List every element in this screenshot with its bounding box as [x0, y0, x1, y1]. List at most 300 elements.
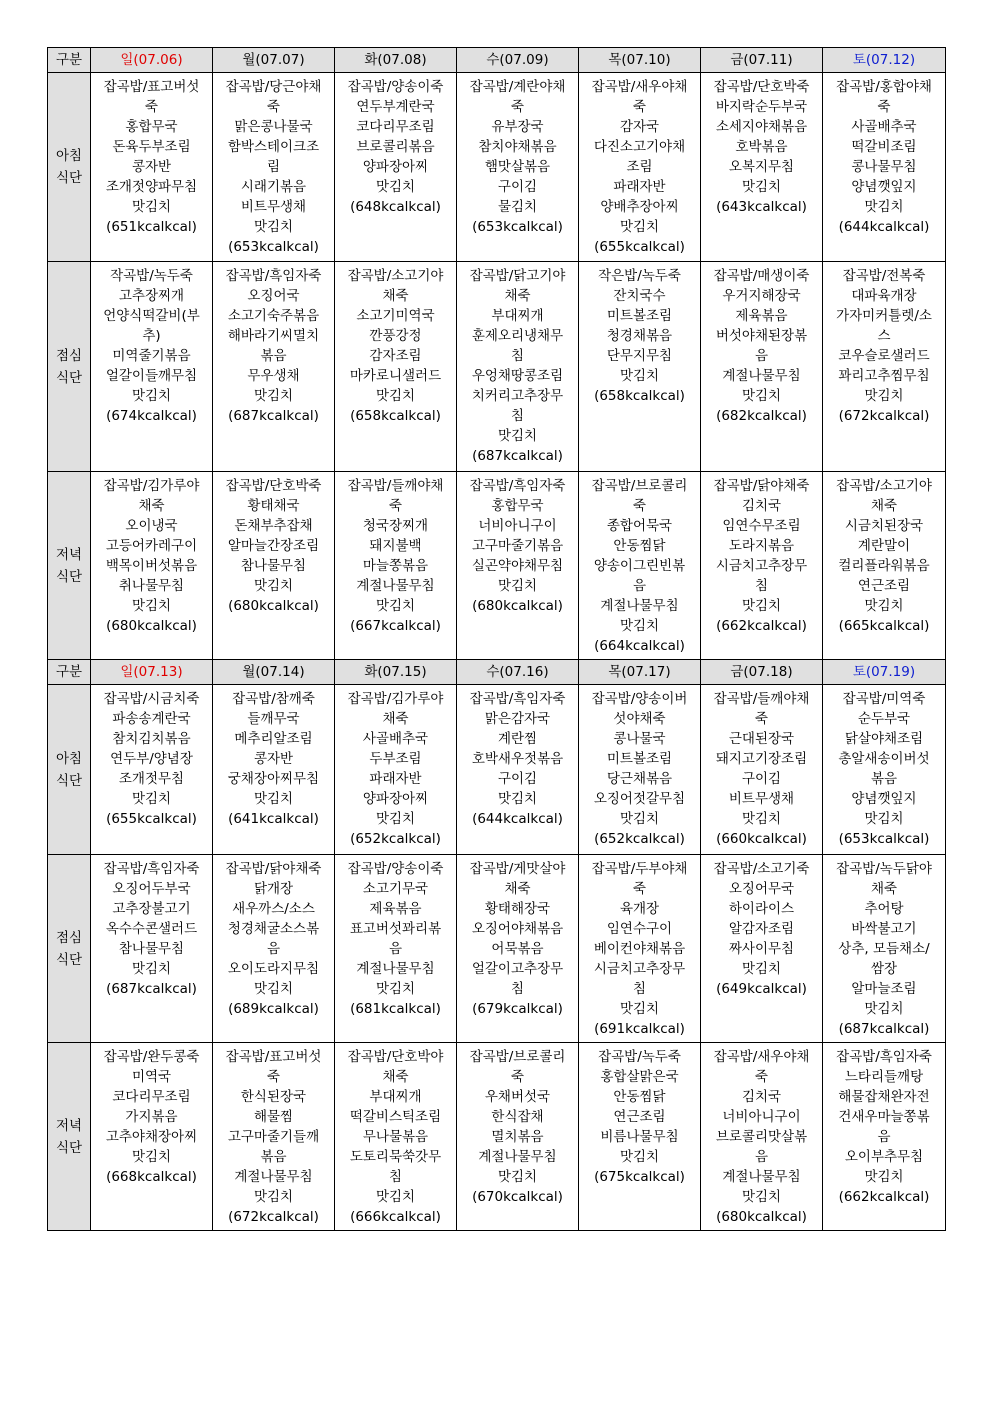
menu-item: 작은밥/녹두죽	[598, 268, 681, 284]
menu-cell-day-fri-dinner	[701, 1043, 823, 1231]
menu-item: 맛김치	[741, 179, 782, 195]
menu-item: 꽈리고추찜무침	[838, 368, 930, 384]
menu-item: 한식잡채	[491, 1109, 544, 1125]
menu-item: 참치야채볶음	[478, 139, 557, 155]
menu-item: 오이도라지무침	[227, 961, 320, 977]
menu-item: 비트무생채	[240, 199, 307, 215]
menu-item: 맛김치	[375, 811, 416, 827]
menu-item: 코우슬로샐러드	[838, 348, 930, 364]
menu-cell-day-wed-lunch	[457, 855, 579, 1043]
menu-cell-day-mon-dinner	[213, 1043, 335, 1231]
menu-item: 잡곡밥/브로콜리	[591, 478, 688, 494]
menu-item: 돈육두부조림	[112, 139, 191, 155]
menu-item: 부대찌개	[369, 1089, 422, 1105]
menu-item: 채죽	[504, 288, 531, 304]
calorie-value: (652kcalkcal)	[594, 831, 685, 847]
menu-item: 소고기미역국	[356, 308, 435, 324]
menu-item: 비트무생채	[728, 791, 795, 807]
menu-item: 베이컨야채볶음	[593, 941, 686, 957]
menu-item: 계절나물무침	[722, 368, 801, 384]
menu-item: 죽	[632, 99, 647, 115]
menu-item: 닭살야채조림	[844, 731, 924, 747]
menu-item: 양념깻잎지	[851, 791, 917, 807]
menu-item: 잡곡밥/흑임자죽	[103, 861, 200, 877]
menu-item: 깐풍강정	[369, 328, 422, 344]
menu-cell-day-tue-lunch	[335, 262, 457, 472]
menu-item: 잡곡밥/흑임자죽	[469, 478, 566, 494]
menu-item: 맑은콩나물국	[234, 119, 313, 135]
menu-item: 조림	[626, 159, 653, 175]
menu-item: 침	[388, 1169, 403, 1185]
menu-item: 맛김치	[253, 981, 294, 997]
menu-item: 너비아니구이	[478, 518, 557, 534]
menu-item: 맛김치	[375, 179, 416, 195]
menu-item: 시금치고추장무	[715, 558, 808, 574]
menu-item: 맛김치	[131, 199, 172, 215]
menu-item: 잡곡밥/게맛살야	[469, 861, 566, 877]
menu-item: 잡곡밥/홍합야채	[836, 79, 932, 95]
calorie-value: (680kcalkcal)	[228, 598, 319, 614]
menu-item: 채죽	[382, 288, 409, 304]
menu-item: 무우생채	[247, 368, 300, 384]
menu-item: 미역국	[131, 1069, 172, 1085]
menu-item: 조개젓무침	[118, 771, 185, 787]
menu-item: 오징어국	[247, 288, 300, 304]
menu-item: 음	[877, 1129, 891, 1145]
menu-item: 고추야채장아찌	[105, 1129, 198, 1145]
menu-item: 참치김치볶음	[112, 731, 191, 747]
menu-item: 맛김치	[741, 388, 782, 404]
menu-item: 스	[877, 328, 891, 344]
menu-cell-day-thu-dinner	[579, 472, 701, 660]
menu-item: 감자조림	[369, 348, 422, 364]
menu-item: 잡곡밥/전복죽	[842, 268, 926, 284]
menu-item: 홍합무국	[125, 119, 178, 135]
menu-item: 채죽	[138, 498, 165, 514]
menu-item: 비름나물무침	[600, 1129, 679, 1145]
calorie-value: (641kcalkcal)	[228, 811, 319, 827]
menu-item: 얼갈이고추장무	[471, 961, 564, 977]
menu-item: 안동찜닭	[613, 538, 666, 554]
menu-item: 궁채장아찌무침	[227, 771, 320, 787]
calorie-value: (653kcalkcal)	[228, 239, 319, 255]
menu-item: 섯야채죽	[613, 711, 666, 727]
menu-item: 제육볶음	[735, 308, 788, 324]
menu-item: 맛김치	[864, 199, 904, 215]
menu-item: 잡곡밥/소고기죽	[713, 861, 810, 877]
menu-item: 우거지해장국	[722, 288, 801, 304]
menu-item: 두부조림	[369, 751, 422, 767]
calorie-value: (651kcalkcal)	[106, 219, 197, 235]
menu-item: 음	[632, 578, 647, 594]
calorie-value: (655kcalkcal)	[594, 239, 685, 255]
dinner-label	[48, 472, 91, 660]
menu-item: 참나물무침	[118, 941, 185, 957]
menu-item: 맛김치	[741, 1189, 782, 1205]
menu-item: 얼갈이들깨무침	[105, 368, 198, 384]
menu-item: 죽	[632, 881, 647, 897]
menu-item: 버섯야채된장볶	[715, 328, 808, 344]
menu-item: 양파장아찌	[362, 791, 429, 807]
menu-item: 유부장국	[491, 119, 544, 135]
menu-item: 잡곡밥/흑임자죽	[469, 691, 566, 707]
menu-item: 잡곡밥/닭야채죽	[713, 478, 810, 494]
menu-item: 마늘쫑볶음	[362, 558, 429, 574]
menu-item: 구이김	[497, 771, 538, 787]
menu-item: 어묵볶음	[491, 941, 544, 957]
menu-item: 맛김치	[497, 428, 538, 444]
menu-item: 맛김치	[253, 791, 294, 807]
date-header-day-mon: 월(07.07)	[213, 48, 335, 73]
calorie-value: (665kcalkcal)	[838, 618, 930, 634]
menu-item: 청경채굴소스볶	[227, 921, 320, 937]
dinner-label	[48, 1043, 91, 1231]
menu-item: 콩나물무침	[851, 159, 917, 175]
menu-item: 잡곡밥/단호박죽	[713, 79, 810, 95]
menu-item: 짜사이무침	[728, 941, 795, 957]
calorie-value: (675kcalkcal)	[594, 1169, 685, 1185]
lunch-row	[48, 262, 946, 472]
menu-item: 언양식떡갈비(부	[103, 308, 200, 324]
menu-item: 죽	[510, 99, 525, 115]
lunch-label	[48, 262, 91, 472]
menu-cell-day-mon-lunch	[213, 262, 335, 472]
menu-item: 잡곡밥/단호박야	[347, 1049, 444, 1065]
calorie-value: (660kcalkcal)	[716, 831, 807, 847]
menu-item: 맛김치	[131, 598, 172, 614]
menu-item: 채죽	[870, 498, 898, 514]
menu-item: 미트볼조림	[606, 308, 673, 324]
menu-item: 잡곡밥/녹두닭야	[836, 861, 932, 877]
menu-item: 잡곡밥/양송이죽	[347, 861, 444, 877]
calorie-value: (682kcalkcal)	[716, 408, 807, 424]
menu-item: 죽	[877, 99, 891, 115]
menu-item: 감자국	[619, 119, 660, 135]
menu-item: 맛김치	[375, 388, 416, 404]
menu-item: 림	[266, 159, 281, 175]
menu-item: 맛김치	[619, 1149, 660, 1165]
calorie-value: (672kcalkcal)	[228, 1209, 319, 1225]
menu-item: 연두부계란국	[356, 99, 435, 115]
menu-item: 고추장찌개	[118, 288, 185, 304]
menu-item: 볶음	[260, 348, 287, 364]
menu-item: 죽	[266, 1069, 281, 1085]
menu-cell-day-fri-lunch	[701, 262, 823, 472]
menu-item: 떡갈비스틱조림	[349, 1109, 442, 1125]
menu-item: 근대된장국	[728, 731, 795, 747]
menu-item: 닭개장	[253, 881, 294, 897]
menu-item: 볶음	[260, 1149, 287, 1165]
menu-item: 컬리플라워볶음	[838, 558, 930, 574]
menu-cell-day-tue-dinner	[335, 472, 457, 660]
menu-cell-day-sat-dinner	[823, 1043, 946, 1231]
menu-item: 양념깻잎지	[851, 179, 917, 195]
menu-item: 채죽	[382, 711, 409, 727]
menu-item: 함박스테이크조	[227, 139, 320, 155]
menu-item: 치커리고추장무	[471, 388, 564, 404]
menu-item: 음	[754, 1149, 769, 1165]
calorie-value: (687kcalkcal)	[838, 1021, 930, 1037]
menu-item: 잡곡밥/새우야채	[591, 79, 688, 95]
menu-item: 맑은감자국	[484, 711, 551, 727]
dinner-row	[48, 472, 946, 660]
menu-item: 브로콜리볶음	[356, 139, 435, 155]
menu-item: 맛김치	[131, 791, 172, 807]
menu-item: 도토리묵쑥갓무	[349, 1149, 442, 1165]
menu-cell-day-tue-dinner	[335, 1043, 457, 1231]
menu-item: 맛김치	[741, 811, 782, 827]
menu-item: 계절나물무침	[356, 961, 435, 977]
menu-item: 음	[266, 941, 281, 957]
menu-item: 침	[510, 348, 525, 364]
menu-cell-day-thu-lunch	[579, 855, 701, 1043]
calorie-value: (666kcalkcal)	[350, 1209, 441, 1225]
menu-cell-day-mon-dinner	[213, 472, 335, 660]
menu-item: 양배추장아찌	[600, 199, 679, 215]
menu-item: 맛김치	[497, 578, 538, 594]
menu-item: 떡갈비조림	[851, 139, 917, 155]
menu-item: 바싹불고기	[851, 921, 917, 937]
menu-cell-day-sun-breakfast	[91, 685, 213, 855]
menu-item: 잡곡밥/흑임자죽	[225, 268, 322, 284]
calorie-value: (667kcalkcal)	[350, 618, 441, 634]
calorie-value: (662kcalkcal)	[716, 618, 807, 634]
menu-item: 고구마줄기들깨	[227, 1129, 320, 1145]
calorie-value: (664kcalkcal)	[594, 638, 685, 654]
menu-item: 작곡밥/녹두죽	[110, 268, 193, 284]
calorie-value: (653kcalkcal)	[472, 219, 563, 235]
menu-item: 옥수수콘샐러드	[105, 921, 198, 937]
menu-cell-day-mon-breakfast	[213, 73, 335, 262]
menu-item: 소고기숙주볶음	[227, 308, 320, 324]
date-header-day-fri: 금(07.18)	[701, 660, 823, 685]
menu-item: 햄맛살볶음	[484, 159, 551, 175]
menu-item: 연근조림	[613, 1109, 666, 1125]
menu-item: 멸치볶음	[491, 1129, 544, 1145]
menu-item: 잡곡밥/두부야채	[591, 861, 688, 877]
menu-cell-day-wed-breakfast	[457, 73, 579, 262]
menu-item: 미역줄기볶음	[112, 348, 191, 364]
meal-label-line: 점심	[55, 929, 83, 946]
menu-item: 황태해장국	[484, 901, 551, 917]
calorie-value: (662kcalkcal)	[838, 1189, 930, 1205]
menu-item: 해물잡채완자전	[838, 1089, 930, 1105]
menu-cell-day-sat-dinner	[823, 472, 946, 660]
menu-item: 계란말이	[857, 538, 911, 554]
menu-cell-day-fri-dinner	[701, 472, 823, 660]
menu-cell-day-sat-lunch	[823, 855, 946, 1043]
menu-item: 침	[754, 578, 769, 594]
menu-item: 맛김치	[864, 1001, 904, 1017]
menu-item: 침	[510, 981, 525, 997]
menu-item: 죽	[510, 1069, 525, 1085]
corner-label: 구분	[48, 48, 91, 73]
menu-cell-day-mon-lunch	[213, 855, 335, 1043]
menu-cell-day-sat-lunch	[823, 262, 946, 472]
menu-item: 맛김치	[375, 598, 416, 614]
calorie-value: (680kcalkcal)	[716, 1209, 807, 1225]
menu-item: 연두부/양념장	[110, 751, 193, 767]
menu-item: 우채버섯국	[484, 1089, 551, 1105]
menu-item: 맛김치	[131, 388, 172, 404]
date-header-day-thu: 목(07.10)	[579, 48, 701, 73]
menu-item: 채죽	[870, 881, 898, 897]
menu-cell-day-thu-lunch	[579, 262, 701, 472]
menu-item: 가자미커틀렛/소	[836, 308, 932, 324]
menu-item: 다진소고기야채	[593, 139, 686, 155]
calorie-value: (658kcalkcal)	[594, 388, 685, 404]
menu-item: 계절나물무침	[600, 598, 679, 614]
menu-cell-day-fri-breakfast	[701, 73, 823, 262]
menu-item: 마카로니샐러드	[349, 368, 442, 384]
menu-item: 맛김치	[619, 1001, 660, 1017]
menu-item: 계절나물무침	[478, 1149, 557, 1165]
breakfast-row	[48, 685, 946, 855]
menu-item: 고등어카레구이	[105, 538, 198, 554]
menu-cell-day-wed-breakfast	[457, 685, 579, 855]
menu-cell-day-wed-lunch	[457, 262, 579, 472]
menu-cell-day-fri-breakfast	[701, 685, 823, 855]
menu-item: 맛김치	[619, 219, 660, 235]
menu-item: 황태채국	[247, 498, 300, 514]
menu-item: 백목이버섯볶음	[105, 558, 198, 574]
date-header-day-wed: 수(07.16)	[457, 660, 579, 685]
menu-item: 잡곡밥/김가루야	[347, 691, 444, 707]
date-header-day-tue: 화(07.15)	[335, 660, 457, 685]
menu-item: 잡곡밥/들깨야채	[713, 691, 810, 707]
menu-item: 죽	[388, 498, 403, 514]
menu-item: 죽	[632, 498, 647, 514]
menu-item: 김치국	[741, 498, 782, 514]
calorie-value: (679kcalkcal)	[472, 1001, 563, 1017]
menu-item: 오복지무침	[728, 159, 795, 175]
menu-item: 해바라기씨멸치	[227, 328, 320, 344]
menu-item: 파송송계란국	[112, 711, 191, 727]
menu-item: 잡곡밥/참깨죽	[232, 691, 315, 707]
menu-item: 당근채볶음	[606, 771, 673, 787]
menu-item: 사골배추국	[362, 731, 429, 747]
date-header-day-sat: 토(07.12)	[823, 48, 946, 73]
menu-item: 하이라이스	[728, 901, 795, 917]
menu-item: 임연수무조림	[722, 518, 801, 534]
menu-item: 잡곡밥/당근야채	[225, 79, 322, 95]
menu-item: 오이냉국	[125, 518, 178, 534]
menu-cell-day-thu-breakfast	[579, 685, 701, 855]
menu-item: 시금치된장국	[844, 518, 924, 534]
calorie-value: (681kcalkcal)	[350, 1001, 441, 1017]
menu-item: 미트볼조림	[606, 751, 673, 767]
menu-cell-day-sun-dinner	[91, 472, 213, 660]
breakfast-label	[48, 685, 91, 855]
menu-item: 계절나물무침	[722, 1169, 801, 1185]
menu-item: 고구마줄기볶음	[471, 538, 564, 554]
lunch-row	[48, 855, 946, 1043]
menu-item: 호박볶음	[735, 139, 788, 155]
menu-item: 물김치	[497, 199, 538, 215]
calorie-value: (672kcalkcal)	[838, 408, 930, 424]
date-header-day-sat: 토(07.19)	[823, 660, 946, 685]
menu-item: 취나물무침	[118, 578, 185, 594]
menu-item: 맛김치	[619, 368, 660, 384]
menu-item: 죽	[144, 99, 159, 115]
menu-item: 훈제오리냉채무	[471, 328, 564, 344]
menu-item: 잡곡밥/완두콩죽	[103, 1049, 200, 1065]
menu-item: 맛김치	[619, 618, 660, 634]
menu-item: 청국장찌개	[362, 518, 429, 534]
menu-item: 상추, 모듬채소/	[838, 941, 930, 957]
menu-item: 음	[388, 941, 403, 957]
menu-item: 잡곡밥/닭야채죽	[225, 861, 322, 877]
menu-item: 잡곡밥/브로콜리	[469, 1049, 566, 1065]
corner-label: 구분	[48, 660, 91, 685]
menu-item: 돼지고기장조림	[715, 751, 808, 767]
menu-item: 파래자반	[613, 179, 666, 195]
menu-item: 느타리들깨탕	[844, 1069, 924, 1085]
date-header-day-sun: 일(07.13)	[91, 660, 213, 685]
menu-item: 부대찌개	[491, 308, 544, 324]
calorie-value: (648kcalkcal)	[350, 199, 441, 215]
menu-item: 맛김치	[375, 981, 416, 997]
calorie-value: (674kcalkcal)	[106, 408, 197, 424]
menu-cell-day-thu-breakfast	[579, 73, 701, 262]
menu-item: 잡곡밥/표고버섯	[103, 79, 200, 95]
menu-cell-day-sun-lunch	[91, 855, 213, 1043]
menu-item: 시금치고추장무	[593, 961, 686, 977]
menu-item: 맛김치	[131, 1149, 172, 1165]
menu-item: 연근조림	[857, 578, 911, 594]
calorie-value: (644kcalkcal)	[838, 219, 930, 235]
menu-item: 코다리무조림	[112, 1089, 191, 1105]
calorie-value: (649kcalkcal)	[716, 981, 807, 997]
meal-label-line: 식단	[55, 772, 83, 789]
menu-item: 맛김치	[253, 388, 294, 404]
menu-cell-day-tue-breakfast	[335, 685, 457, 855]
menu-item: 양송이그린빈볶	[593, 558, 686, 574]
menu-item: 잡곡밥/새우야채	[713, 1049, 810, 1065]
menu-item: 대파육개장	[851, 288, 917, 304]
menu-item: 쌈장	[870, 961, 898, 977]
menu-item: 오징어젓갈무침	[593, 791, 686, 807]
menu-item: 호박새우젓볶음	[471, 751, 564, 767]
menu-item: 잡곡밥/시금치죽	[103, 691, 200, 707]
menu-item: 잡곡밥/미역죽	[842, 691, 926, 707]
meal-label-line: 점심	[55, 347, 83, 364]
menu-item: 잔치국수	[613, 288, 666, 304]
menu-cell-day-fri-lunch	[701, 855, 823, 1043]
menu-cell-day-sat-breakfast	[823, 685, 946, 855]
menu-item: 볶음	[870, 771, 898, 787]
menu-item: 잡곡밥/녹두죽	[598, 1049, 681, 1065]
meal-label-line: 식단	[55, 568, 83, 585]
menu-item: 알마늘간장조림	[227, 538, 320, 554]
menu-item: 총알새송이버섯	[838, 751, 930, 767]
menu-item: 순두부국	[857, 711, 911, 727]
menu-item: 구이김	[741, 771, 782, 787]
menu-item: 구이김	[497, 179, 538, 195]
menu-item: 김치국	[741, 1089, 782, 1105]
menu-item: 맛김치	[253, 219, 294, 235]
menu-cell-day-sun-breakfast	[91, 73, 213, 262]
calorie-value: (643kcalkcal)	[716, 199, 807, 215]
meal-label-line: 식단	[55, 170, 83, 186]
menu-item: 돼지불백	[369, 538, 422, 554]
menu-item: 육개장	[619, 901, 660, 917]
menu-item: 표고버섯꽈리볶	[349, 921, 442, 937]
meal-label-line: 아침	[55, 750, 83, 767]
menu-cell-day-wed-dinner	[457, 472, 579, 660]
menu-item: 건새우마늘쫑볶	[838, 1109, 930, 1125]
menu-item: 청경채볶음	[606, 328, 673, 344]
